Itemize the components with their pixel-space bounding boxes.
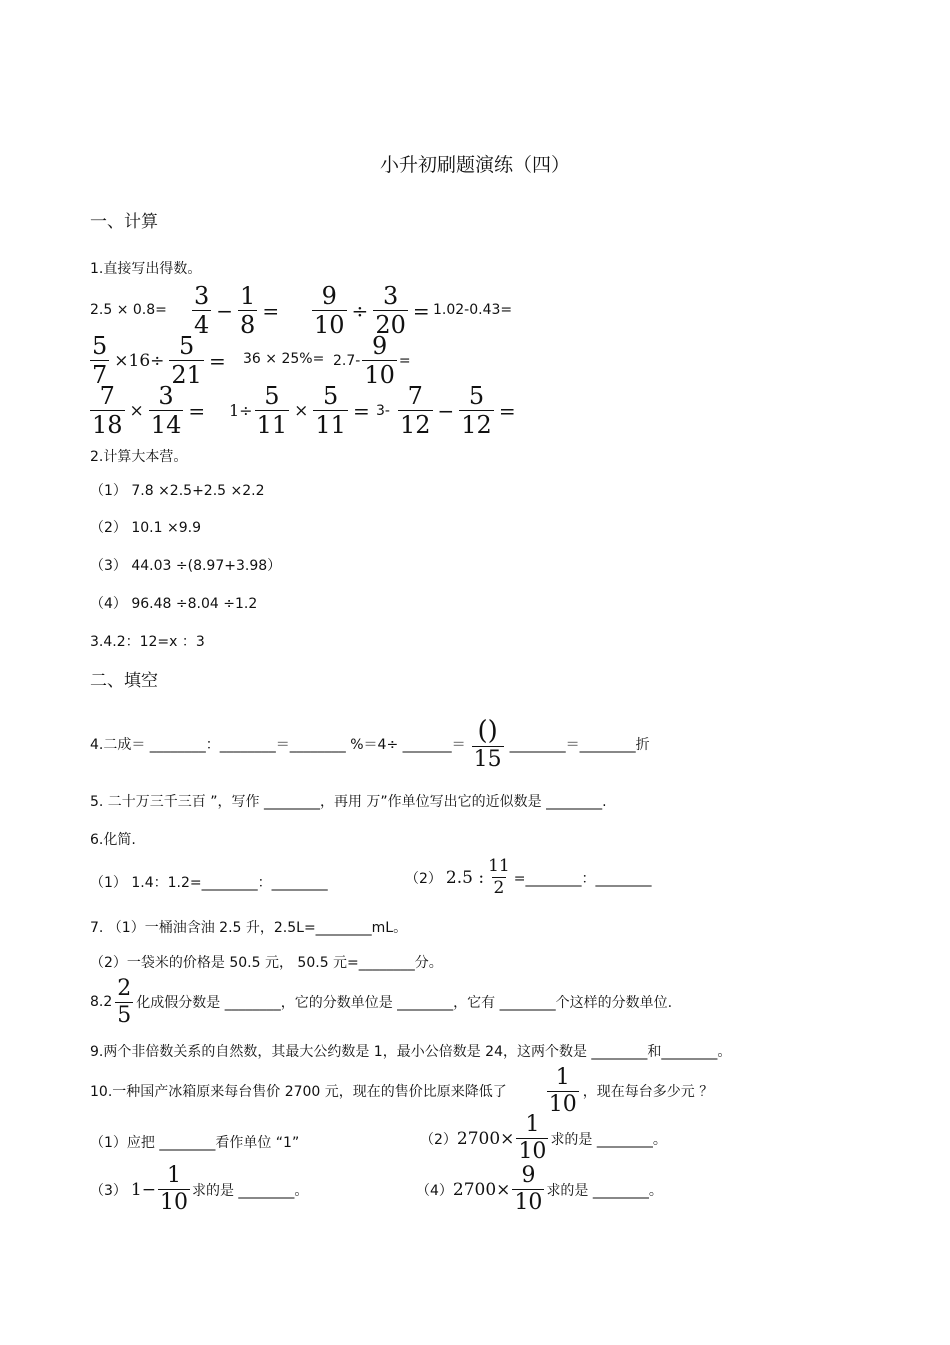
q1-item-f: 36 × 25%=	[243, 351, 325, 367]
fraction: $\frac{9}{10}$	[364, 332, 395, 389]
fraction: $\frac{3}{14}$	[150, 382, 182, 439]
question-2-label: 2.计算大本营。	[90, 449, 188, 465]
question-6-part-2: （2） 2.5 : $\frac{11}{2}$ =________：________	[405, 856, 652, 898]
fraction: $\frac{1}{10}$	[548, 1064, 577, 1117]
fraction: $\frac{7}{12}$	[399, 382, 431, 439]
question-4: 4.二成＝ ________：________＝________ %＝4÷ _______＝ $\frac{()}{15}$ ________＝________折	[90, 715, 650, 772]
question-1-label: 1.直接写出得数。	[90, 261, 202, 277]
question-10-part-2: （2） 2700× $\frac{1}{10}$ 求的是 ________。	[420, 1112, 667, 1164]
list-item: （4） 96.48 ÷8.04 ÷1.2	[90, 596, 258, 612]
q1-item-b: $\frac{3}{4}$ − $\frac{1}{8}$ =	[194, 282, 280, 339]
fraction: $\frac{1}{8}$	[240, 282, 256, 339]
question-6-part-1: （1） 1.4：1.2=________：________	[90, 875, 328, 891]
section-heading-calc: 一、计算	[90, 212, 158, 232]
section-heading-fill: 二、填空	[90, 671, 158, 691]
fraction: $\frac{()}{15}$	[473, 715, 502, 772]
q1-item-h: $\frac{7}{18}$ × $\frac{3}{14}$ =	[92, 382, 206, 439]
fraction: $\frac{5}{11}$	[256, 382, 288, 439]
fraction: $\frac{2}{5}$	[117, 975, 132, 1028]
question-10: 10.一种国产冰箱原来每台售价 2700 元，现在的售价比原来降低了 $\frac{1}{10}$ ，现在每台多少元 ？	[90, 1064, 714, 1117]
q1-item-g: 2.7- $\frac{9}{10}$ =	[333, 332, 411, 389]
question-10-part-1: （1）应把 ________看作单位 “1”	[90, 1135, 300, 1151]
fraction: $\frac{1}{10}$	[159, 1163, 188, 1215]
list-item: （1） 7.8 ×2.5+2.5 ×2.2	[90, 483, 265, 499]
q1-item-i: 1÷ $\frac{5}{11}$ × $\frac{5}{11}$ =	[229, 382, 370, 439]
fraction: $\frac{5}{11}$	[315, 382, 346, 439]
question-3: 3.4.2：12=x ：3	[90, 634, 205, 650]
question-10-part-3: （3） 1− $\frac{1}{10}$ 求的是 ________。	[90, 1163, 309, 1215]
question-7-part-1: 7. （1）一桶油含油 2.5 升，2.5L=________mL。	[90, 920, 408, 936]
q1-item-d: 1.02-0.43=	[433, 302, 513, 318]
page-title: 小升初刷题演练（四）	[379, 154, 570, 176]
q1-item-j: 3- $\frac{7}{12}$ − $\frac{5}{12}$ =	[376, 382, 516, 439]
fraction: $\frac{9}{10}$	[514, 1163, 543, 1215]
fraction: $\frac{9}{10}$	[314, 282, 345, 339]
q1-item-e: $\frac{5}{7}$ ×16÷ $\frac{5}{21}$ =	[92, 332, 226, 389]
question-10-part-4: （4） 2700× $\frac{9}{10}$ 求的是 ________。	[416, 1163, 663, 1215]
list-item: （2） 10.1 ×9.9	[90, 520, 201, 536]
q1-item-c: $\frac{9}{10}$ ÷ $\frac{3}{20}$ =	[314, 282, 430, 339]
question-8: 8.2 $\frac{2}{5}$ 化成假分数是 ________，它的分数单位是 ________，它有 ________个这样的分数单位.	[90, 975, 673, 1028]
question-6-label: 6.化简.	[90, 832, 136, 848]
fraction: $\frac{3}{20}$	[375, 282, 406, 339]
fraction: $\frac{11}{2}$	[488, 856, 510, 898]
question-5: 5. 二十万三千三百 ”，写作 ________，再用 万”作单位写出它的近似数是 ________.	[90, 794, 607, 810]
fraction: $\frac{7}{18}$	[92, 382, 123, 439]
question-9: 9.两个非倍数关系的自然数，其最大公约数是 1，最小公倍数是 24，这两个数是 ________和________。	[90, 1044, 732, 1060]
fraction: $\frac{5}{12}$	[461, 382, 492, 439]
fraction: $\frac{5}{21}$	[171, 332, 202, 389]
list-item: （3） 44.03 ÷(8.97+3.98）	[90, 558, 282, 574]
q1-item-a: 2.5 × 0.8=	[90, 302, 167, 318]
fraction: $\frac{1}{10}$	[518, 1112, 547, 1164]
fraction: $\frac{3}{4}$	[194, 282, 210, 339]
question-7-part-2: （2）一袋米的价格是 50.5 元， 50.5 元=________分。	[90, 955, 443, 971]
fraction: $\frac{5}{7}$	[92, 332, 108, 389]
